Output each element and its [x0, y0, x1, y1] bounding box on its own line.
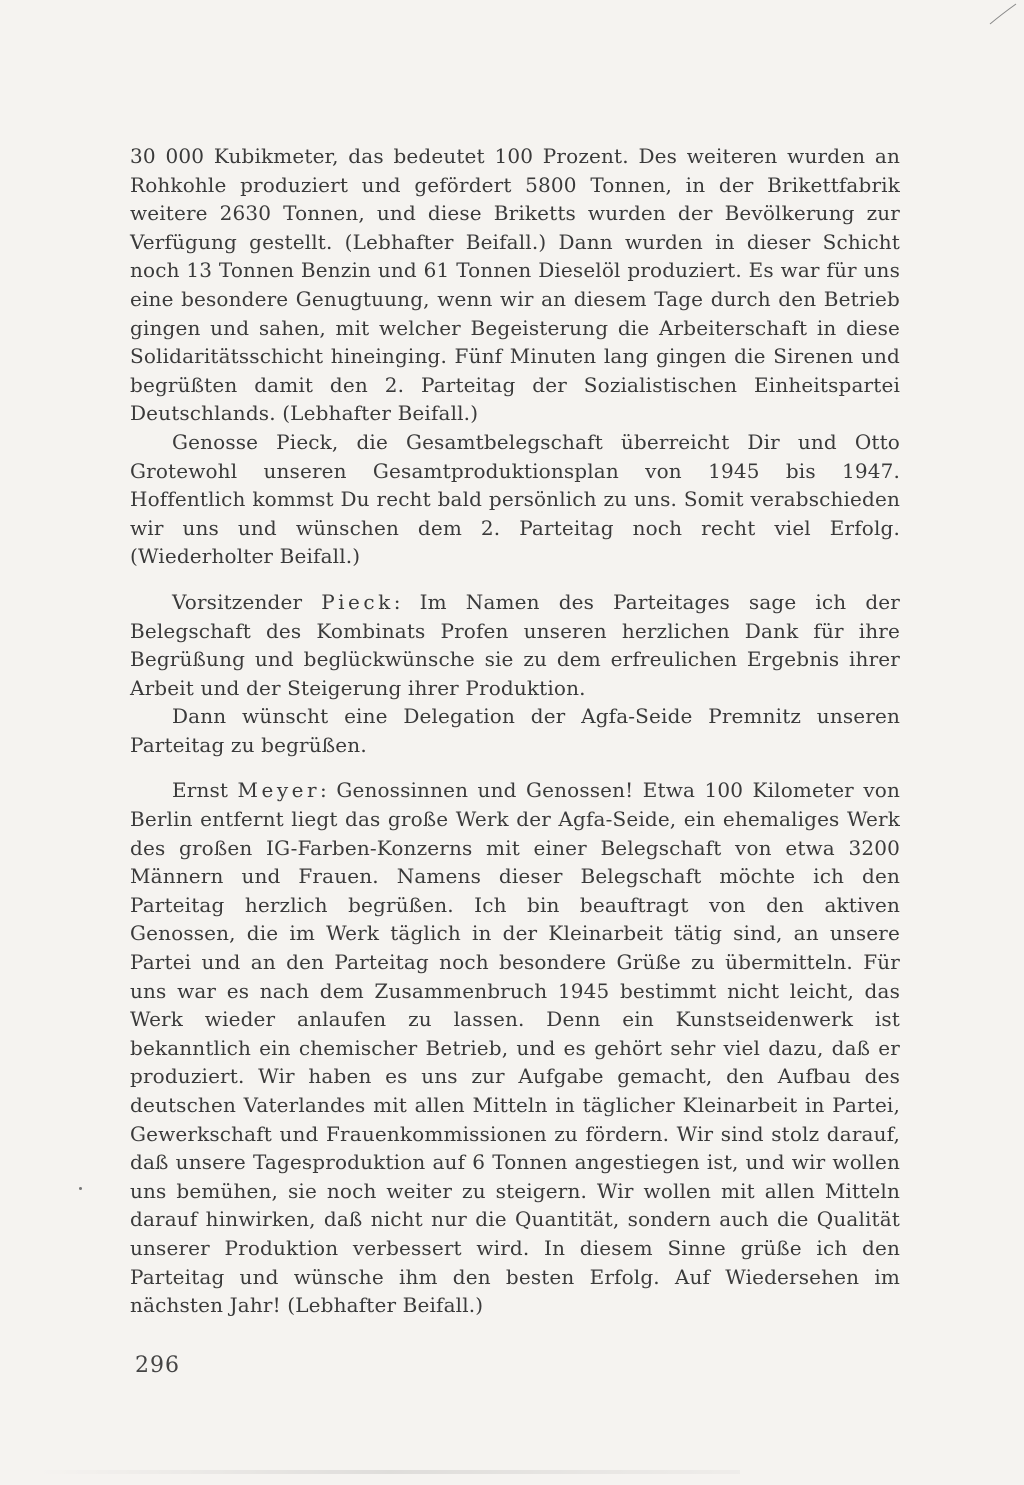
- text-segment: : Genossinnen und Genossen! Etwa 100 Kilometer von Berlin entfernt liegt das große Werk der Agfa-Seide, ein ehemaliges Werk des großen IG-Farben-Konzerns mit einer Belegschaft von etwa 3200 Männern und Frauen. Namens dieser Belegschaft möchte ich den Parteitag herzlich begrüßen. Ich bin beauftragt von den aktiven Genossen, die im Werk täglich in der Kleinarbeit tätig sind, an unsere Partei und an den Parteitag noch besondere Grüße zu übermitteln. Für uns war es nach dem Zusammenbruch 1945 bestimmt nicht leicht, das Werk wieder anlaufen zu lassen. Denn ein Kunstseidenwerk ist bekanntlich ein chemischer Betrieb, und es gehört sehr viel dazu, daß er produziert. Wir haben es uns zur Aufgabe gemacht, den Aufbau des deutschen Vaterlandes mit allen Mitteln in täglicher Kleinarbeit in Partei, Gewerkschaft und Frauenkommissionen zu fördern. Wir sind stolz darauf, daß unsere Tagesproduktion auf 6 Tonnen angestiegen ist, und wir wollen uns bemühen, sie noch weiter zu steigern. Wir wollen mit allen Mitteln darauf hinwirken, daß nicht nur die Quantität, sondern auch die Qualität unserer Produktion verbessert wird. In diesem Sinne grüße ich den Parteitag und wünsche ihm den besten Erfolg. Auf Wiedersehen im nächsten Jahr! (Lebhafter Beifall.): [130, 778, 900, 1318]
- text-segment: Ernst: [172, 778, 238, 803]
- text-segment: Vorsitzender: [172, 589, 322, 614]
- text-segment: Dann wünscht eine Delegation der Agfa-Seide Premnitz unseren Parteitag zu begrüßen.: [130, 704, 900, 757]
- speck: [79, 1187, 82, 1190]
- paragraph: [130, 142, 900, 428]
- speaker-name: Pieck: [321, 589, 394, 614]
- paragraph: [130, 776, 900, 1319]
- page-number: 296: [135, 1353, 180, 1378]
- paragraph: [130, 428, 900, 571]
- pencil-mark: [988, 2, 1018, 26]
- body-text: [130, 142, 900, 1320]
- paragraph: [130, 588, 900, 702]
- scan-smudge: [40, 1470, 740, 1474]
- text-segment: Genosse Pieck, die Gesamtbelegschaft überreicht Dir und Otto Grotewohl unseren Gesamtproduktionsplan von 1945 bis 1947. Hoffentlich kommst Du recht bald persönlich zu uns. Somit verabschieden wir uns und wünschen dem 2. Parteitag noch recht viel Erfolg. (Wiederholter Beifall.): [130, 429, 900, 569]
- paragraph: [130, 702, 900, 759]
- speaker-name: Meyer: [237, 778, 321, 803]
- text-segment: : Im Namen des Parteitages sage ich der Belegschaft des Kombinats Profen unseren herzlichen Dank für ihre Begrüßung und beglückwünsche sie zu dem erfreulichen Ergebnis ihrer Arbeit und der Steigerung ihrer Produktion.: [130, 589, 900, 700]
- text-segment: 30 000 Kubikmeter, das bedeutet 100 Prozent. Des weiteren wurden an Rohkohle produziert und gefördert 5800 Tonnen, in der Brikettfabrik weitere 2630 Tonnen, und diese Briketts wurden der Bevölkerung zur Verfügung gestellt. (Lebhafter Beifall.) Dann wurden in dieser Schicht noch 13 Tonnen Benzin und 61 Tonnen Dieselöl produziert. Es war für uns eine besondere Genugtuung, wenn wir an diesem Tage durch den Betrieb gingen und sahen, mit welcher Begeisterung die Arbeiterschaft in diese Solidaritätsschicht hineinging. Fünf Minuten lang gingen die Sirenen und begrüßten damit den 2. Parteitag der Sozialistischen Einheitspartei Deutschlands. (Lebhafter Beifall.): [130, 144, 900, 426]
